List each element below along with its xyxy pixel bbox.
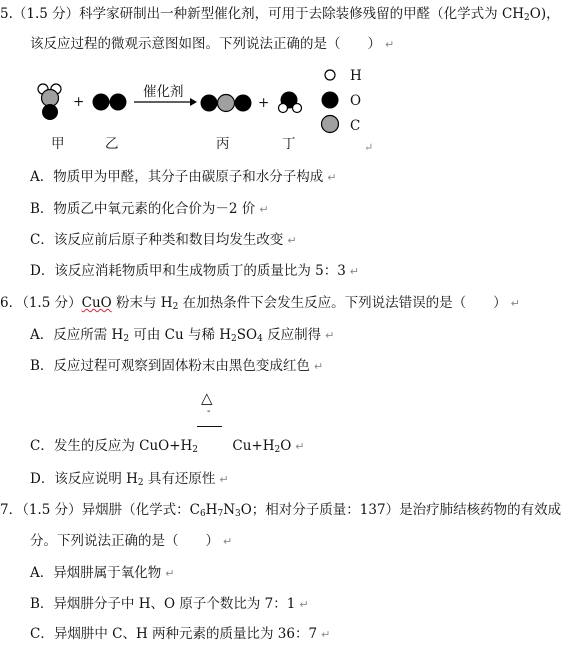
oxygen-atom-icon — [110, 94, 127, 111]
q5-option-a[interactable]: A．物质甲为甲醛，其分子由碳原子和水分子构成 ↵ — [30, 169, 337, 185]
paragraph-mark-icon: ↵ — [349, 265, 360, 278]
plus-sign-1: + — [73, 94, 85, 110]
legend-c: C — [350, 118, 361, 134]
label-jia: 甲 — [51, 136, 65, 152]
arrow-head-icon — [190, 98, 197, 106]
label-ding: 丁 — [282, 136, 296, 152]
label-bing: 丙 — [216, 136, 230, 152]
plus-sign-2: + — [258, 95, 270, 111]
q7-option-a[interactable]: A．异烟肼属于氧化物 ↵ — [30, 565, 175, 581]
paragraph-mark-icon: ↵ — [510, 297, 520, 310]
q5-stem-line1: 5.（1.5 分）科学家研制出一种新型催化剂，可用于去除装修残留的甲醛（化学式为 $CH_2O$)， — [0, 6, 560, 23]
paragraph-mark-icon: ↵ — [287, 234, 297, 247]
hydrogen-legend-icon — [325, 70, 335, 80]
legend-o: O — [350, 93, 362, 109]
paragraph-mark-icon: ↵ — [364, 141, 374, 154]
heat-triangle-icon: △ — [201, 389, 213, 407]
hydrogen-atom-icon — [279, 104, 288, 113]
q7-stem-line1: 7．（1.5 分）异烟肼（化学式：$C_6H_7N_3O$；相对分子质量：137）是治疗肺结核药物的有效成 — [0, 502, 562, 519]
carbon-legend-icon — [322, 116, 339, 133]
q6-option-c[interactable]: C．发生的反应为 $CuO+H_2$ $Cu+H_2O$ ↵ — [30, 438, 305, 455]
catalyst-label: 催化剂 — [143, 84, 184, 100]
molecule-bing — [201, 95, 252, 112]
q7-option-c[interactable]: C．异烟肼中 C、H 两种元素的质量比为 36：7 ↵ — [30, 626, 331, 642]
atom-legend — [322, 68, 363, 134]
oxygen-legend-icon — [322, 92, 339, 109]
carbon-atom-icon — [218, 95, 235, 112]
molecule-ding — [279, 92, 302, 113]
q6-stem: 6．（1.5 分）CuO 粉末与 $H_2$ 在加热条件下会发生反应。下列说法错误的是（ ） ↵ — [0, 295, 520, 312]
paragraph-mark-icon: ↵ — [223, 535, 233, 548]
heat-dash: - — [207, 406, 211, 417]
oxygen-atom-icon — [93, 94, 110, 111]
oxygen-atom-icon — [201, 95, 218, 112]
label-yi: 乙 — [105, 136, 119, 152]
paragraph-mark-icon: ↵ — [219, 473, 229, 486]
q7-option-b[interactable]: B．异烟肼分子中 H、O 原子个数比为 7：1 ↵ — [30, 596, 309, 612]
paragraph-mark-icon: ↵ — [313, 360, 324, 373]
paragraph-mark-icon: ↵ — [385, 38, 395, 51]
q5-option-d[interactable]: D．该反应消耗物质甲和生成物质丁的质量比为 5：3 ↵ — [30, 263, 360, 279]
q5-stem-line2: 该反应过程的微观示意图如图。下列说法正确的是（ ） ↵ — [30, 36, 395, 52]
q6-option-b[interactable]: B．反应过程可观察到固体粉末由黑色变成红色 ↵ — [30, 358, 324, 374]
carbon-atom-icon — [42, 90, 59, 107]
paragraph-mark-icon: ↵ — [321, 628, 331, 641]
paragraph-mark-icon: ↵ — [295, 440, 305, 453]
q5-option-c[interactable]: C．该反应前后原子种类和数目均发生改变 ↵ — [30, 232, 297, 248]
reaction-diagram — [0, 60, 588, 160]
paragraph-mark-icon: ↵ — [259, 203, 269, 216]
q6-option-d[interactable]: D．该反应说明 $H_2$ 具有还原性 ↵ — [30, 471, 229, 488]
oxygen-atom-icon — [235, 95, 252, 112]
paragraph-mark-icon: ↵ — [299, 598, 309, 611]
q5-option-b[interactable]: B．物质乙中氧元素的化合价为－2 价 ↵ — [30, 201, 269, 217]
legend-h: H — [350, 68, 362, 84]
oxygen-atom-icon — [42, 104, 58, 120]
paragraph-mark-icon: ↵ — [325, 329, 335, 342]
spellcheck-underlined-word: CuO — [81, 295, 112, 311]
molecule-jia — [38, 84, 61, 120]
q6-option-a[interactable]: A．反应所需 $H_2$ 可由 Cu 与稀 $H_2SO_4$ 反应制得 ↵ — [30, 327, 335, 344]
paragraph-mark-icon: ↵ — [165, 567, 175, 580]
paragraph-mark-icon: ↵ — [327, 171, 337, 184]
molecule-yi — [93, 94, 127, 111]
hydrogen-atom-icon — [293, 104, 302, 113]
reaction-condition-bar — [197, 426, 222, 427]
q7-stem-line2: 分。下列说法正确的是（ ） ↵ — [30, 533, 233, 549]
